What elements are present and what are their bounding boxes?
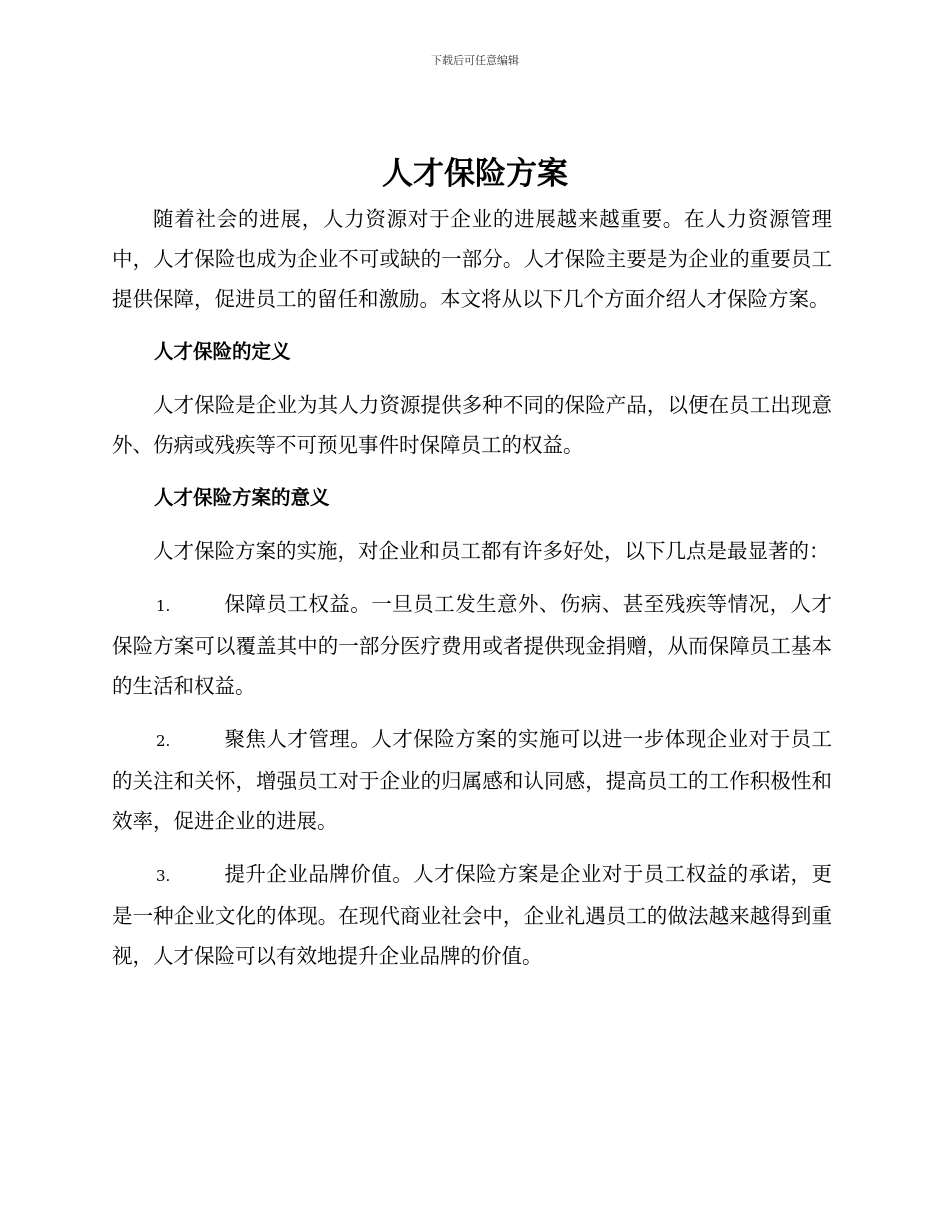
significance-paragraph: 人才保险方案的实施，对企业和员工都有许多好处，以下几点是最显著的： xyxy=(153,539,830,563)
list-item-number: 1. xyxy=(156,597,171,615)
list-item xyxy=(112,719,832,841)
section-heading-definition: 人才保险的定义 xyxy=(154,340,291,363)
list-item-text: 聚焦人才管理。人才保险方案的实施可以进一步体现企业对于员工的关注和关怀，增强员工对于企业的归属感和认同感，提高员工的工作积极性和效率，促进企业的进展。 xyxy=(112,727,832,833)
list-item-text: 提升企业品牌价值。人才保险方案是企业对于员工权益的承诺，更是一种企业文化的体现。在现代商业社会中，企业礼遇员工的做法越来越得到重视，人才保险可以有效地提升企业品牌的价值。 xyxy=(112,862,832,968)
list-item-number: 3. xyxy=(156,867,171,885)
list-item-number: 2. xyxy=(156,732,171,750)
list-item xyxy=(112,584,832,706)
section-heading-significance: 人才保险方案的意义 xyxy=(154,486,330,509)
list-item-text: 保障员工权益。一旦员工发生意外、伤病、甚至残疾等情况，人才保险方案可以覆盖其中的一部分医疗费用或者提供现金捐赠，从而保障员工基本的生活和权益。 xyxy=(112,592,832,698)
list-item xyxy=(112,854,832,976)
document-body xyxy=(112,199,832,989)
intro-paragraph: 随着社会的进展，人力资源对于企业的进展越来越重要。在人力资源管理中，人才保险也成为企业不可或缺的一部分。人才保险主要是为企业的重要员工提供保障，促进员工的留任和激励。本文将从以下几个方面介绍人才保险方案。 xyxy=(112,207,832,311)
definition-paragraph: 人才保险是企业为其人力资源提供多种不同的保险产品，以便在员工出现意外、伤病或残疾等不可预见事件时保障员工的权益。 xyxy=(112,393,832,457)
document-title: 人才保险方案 xyxy=(382,156,568,192)
page-header: 下载后可任意编辑 xyxy=(431,54,519,67)
